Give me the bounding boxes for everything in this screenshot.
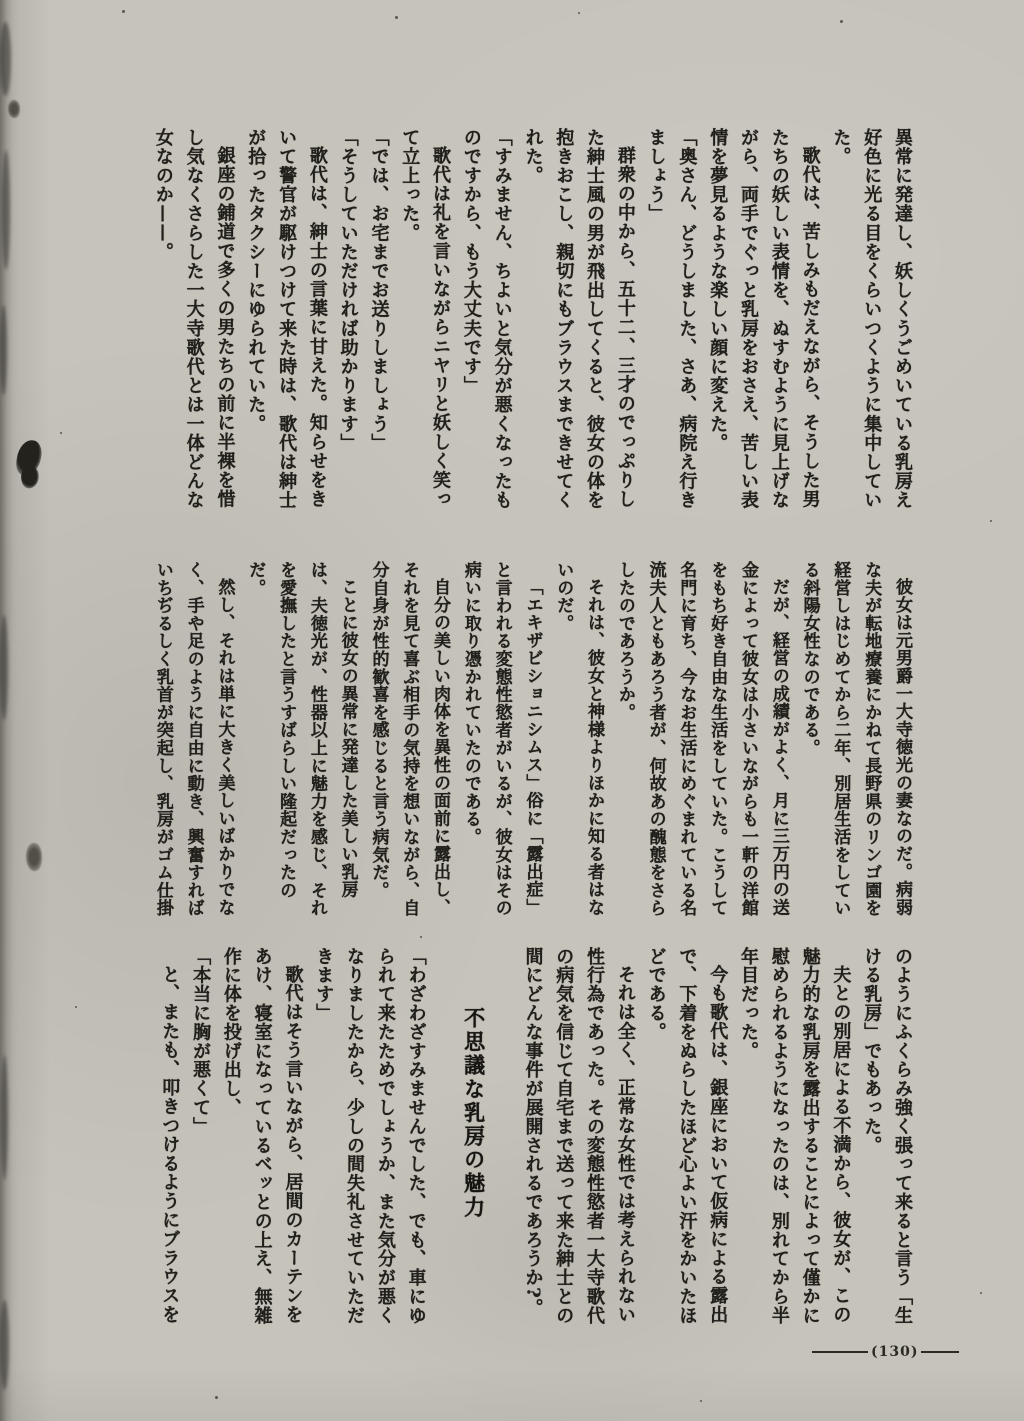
paragraph: それは、彼女と神様よりほかに知る者はないのだ。 bbox=[553, 561, 605, 917]
dust-speck bbox=[122, 10, 125, 13]
paragraph: 自分の美しい肉体を異性の面前に露出し、それを見て喜ぶ相手の気持を想いながら、自分自身が性的歓喜を感じると言う病気だ。 bbox=[368, 561, 451, 917]
page-number-rule-right bbox=[921, 1351, 959, 1353]
section-heading: 不思議な乳房の魅力 bbox=[461, 1007, 487, 1220]
paragraph: 歌代は礼を言いながらニヤリと妖しく笑って立上った。 bbox=[399, 128, 452, 509]
paragraph: 群衆の中から、五十二、三才のでっぷりした紳士風の男が飛出してくると、彼女の体を抱きおこし、親切にもブラウスまできせてくれた。 bbox=[522, 128, 636, 510]
page-number-rule-left bbox=[812, 1351, 868, 1353]
dust-speck bbox=[420, 936, 422, 938]
paragraph: のようにふくらみ強く張って来ると言う「生ける乳房」でもあった。 bbox=[861, 947, 913, 1325]
paragraph: 彼女は元男爵一大寺徳光の妻なのだ。病弱な夫が転地療養にかねて長野県のリンゴ園を経営しはじめてから二年、別居生活をしている斜陽女性なのである。 bbox=[799, 561, 912, 917]
paragraph: 歌代は、紳士の言葉に甘えた。知らせをきいて警官が駆けつけて来た時は、歌代は紳士が拾ったタクシーにゆられていた。 bbox=[245, 128, 328, 510]
paragraph: 「そうしていただければ助かります」 bbox=[337, 128, 359, 453]
text-band-top bbox=[145, 128, 917, 516]
paragraph: 異常に発達し、妖しくうごめいている乳房え好色に光る目をくらいつくように集中していた。 bbox=[830, 128, 913, 510]
edge-smudge bbox=[2, 150, 10, 270]
dust-speck bbox=[60, 432, 62, 434]
paragraph: 「わざわざすみませんでした、でも、車にゆられて来たためでしょうか、また気分が悪くなりましたから、少しの間失礼させていただきます」 bbox=[313, 947, 427, 1325]
edge-smudge bbox=[0, 22, 11, 96]
paper-stain bbox=[8, 100, 20, 118]
dust-speck bbox=[75, 1006, 77, 1008]
paragraph: 「では、お宅までお送りしましょう」 bbox=[368, 128, 390, 453]
paragraph: だが、経営の成績がよく、月に三万円の送金によって彼女は小さいながらも一軒の洋館をもち好き自由な生活をしていた。こうして名門に育ち、今なお生活にめぐまれている名流夫人ともあろう者が、何故あの醜態をさらしたのであろうか。 bbox=[614, 561, 789, 917]
paragraph: 夫との別居による不満から、彼女が、この魅力的な乳房を露出することによって僅かに慰められるようになったのは、別れてから半年目だった。 bbox=[738, 947, 852, 1325]
dust-speck bbox=[990, 520, 992, 522]
paragraph: 然し、それは単に大きく美しいばかりでなく、手や足のように自由に動き、興奮すればいちぢるしく乳首が突起し、乳房がゴム仕掛 bbox=[152, 561, 235, 917]
paragraph: 「奥さん、どうしました、さあ、病院え行きましょう」 bbox=[645, 128, 698, 510]
edge-smudge bbox=[1, 1055, 8, 1180]
page-number bbox=[812, 1344, 959, 1360]
paragraph: 「エキザビショニシムス」俗に「露出症」と言われる変態性慾者がいるが、彼女はその病いに取り憑かれていたのである。 bbox=[460, 561, 543, 917]
dust-speck bbox=[395, 16, 398, 19]
edge-smudge bbox=[0, 305, 7, 395]
dust-speck bbox=[578, 12, 580, 14]
paragraph: 歌代はそう言いながら、居間のカーテンをあけ、寝室になっているベッとの上え、無雑作に体を投げ出し、 bbox=[220, 947, 304, 1325]
paragraph: と、またも、叩きつけるようにブラウスを bbox=[159, 965, 181, 1325]
text-band-middle bbox=[145, 561, 917, 921]
edge-smudge bbox=[0, 615, 8, 720]
paragraph: 「本当に胸が悪くて」 bbox=[190, 947, 212, 1136]
dust-speck bbox=[215, 1396, 218, 1399]
paragraph: ことに彼女の異常に発達した美しい乳房は、夫徳光が、性器以上に魅力を感じ、それを愛撫したと言うすばらしい隆起だったのだ。 bbox=[245, 561, 358, 917]
paper-stain bbox=[26, 843, 42, 871]
paragraph: 歌代は、苦しみもだえながら、そうした男たちの妖しい表情を、ぬすむように見上げながら、両手でぐっと乳房をおさえ、苦しい表情を夢見るような楽しい顔に変えた。 bbox=[707, 128, 821, 510]
paragraph: 銀座の鋪道で多くの男たちの前に半裸を惜し気なくさらした一大寺歌代とは一体どんな女なのか——。 bbox=[152, 128, 236, 510]
dust-speck bbox=[840, 20, 843, 23]
dust-speck bbox=[980, 1292, 982, 1294]
paragraph: 今も歌代は、銀座において仮病による露出で、下着をぬらしたほど心よい汗をかいたほどである。 bbox=[645, 947, 729, 1325]
paragraph: それは全く、正常な女性では考えられない性行為であった。その変態性慾者一大寺歌代の病気を信じて自宅まで送って来た紳士との間にどんな事件が展開されるであろうか?。 bbox=[522, 947, 636, 1325]
page-number-label: (130) bbox=[871, 1344, 919, 1360]
text-band-bottom bbox=[145, 947, 917, 1329]
edge-smudge bbox=[0, 1300, 9, 1390]
paragraph: 「すみません、ちよいと気分が悪くなったものですから、もう大丈夫です」 bbox=[460, 128, 513, 510]
dust-speck bbox=[700, 1400, 702, 1402]
